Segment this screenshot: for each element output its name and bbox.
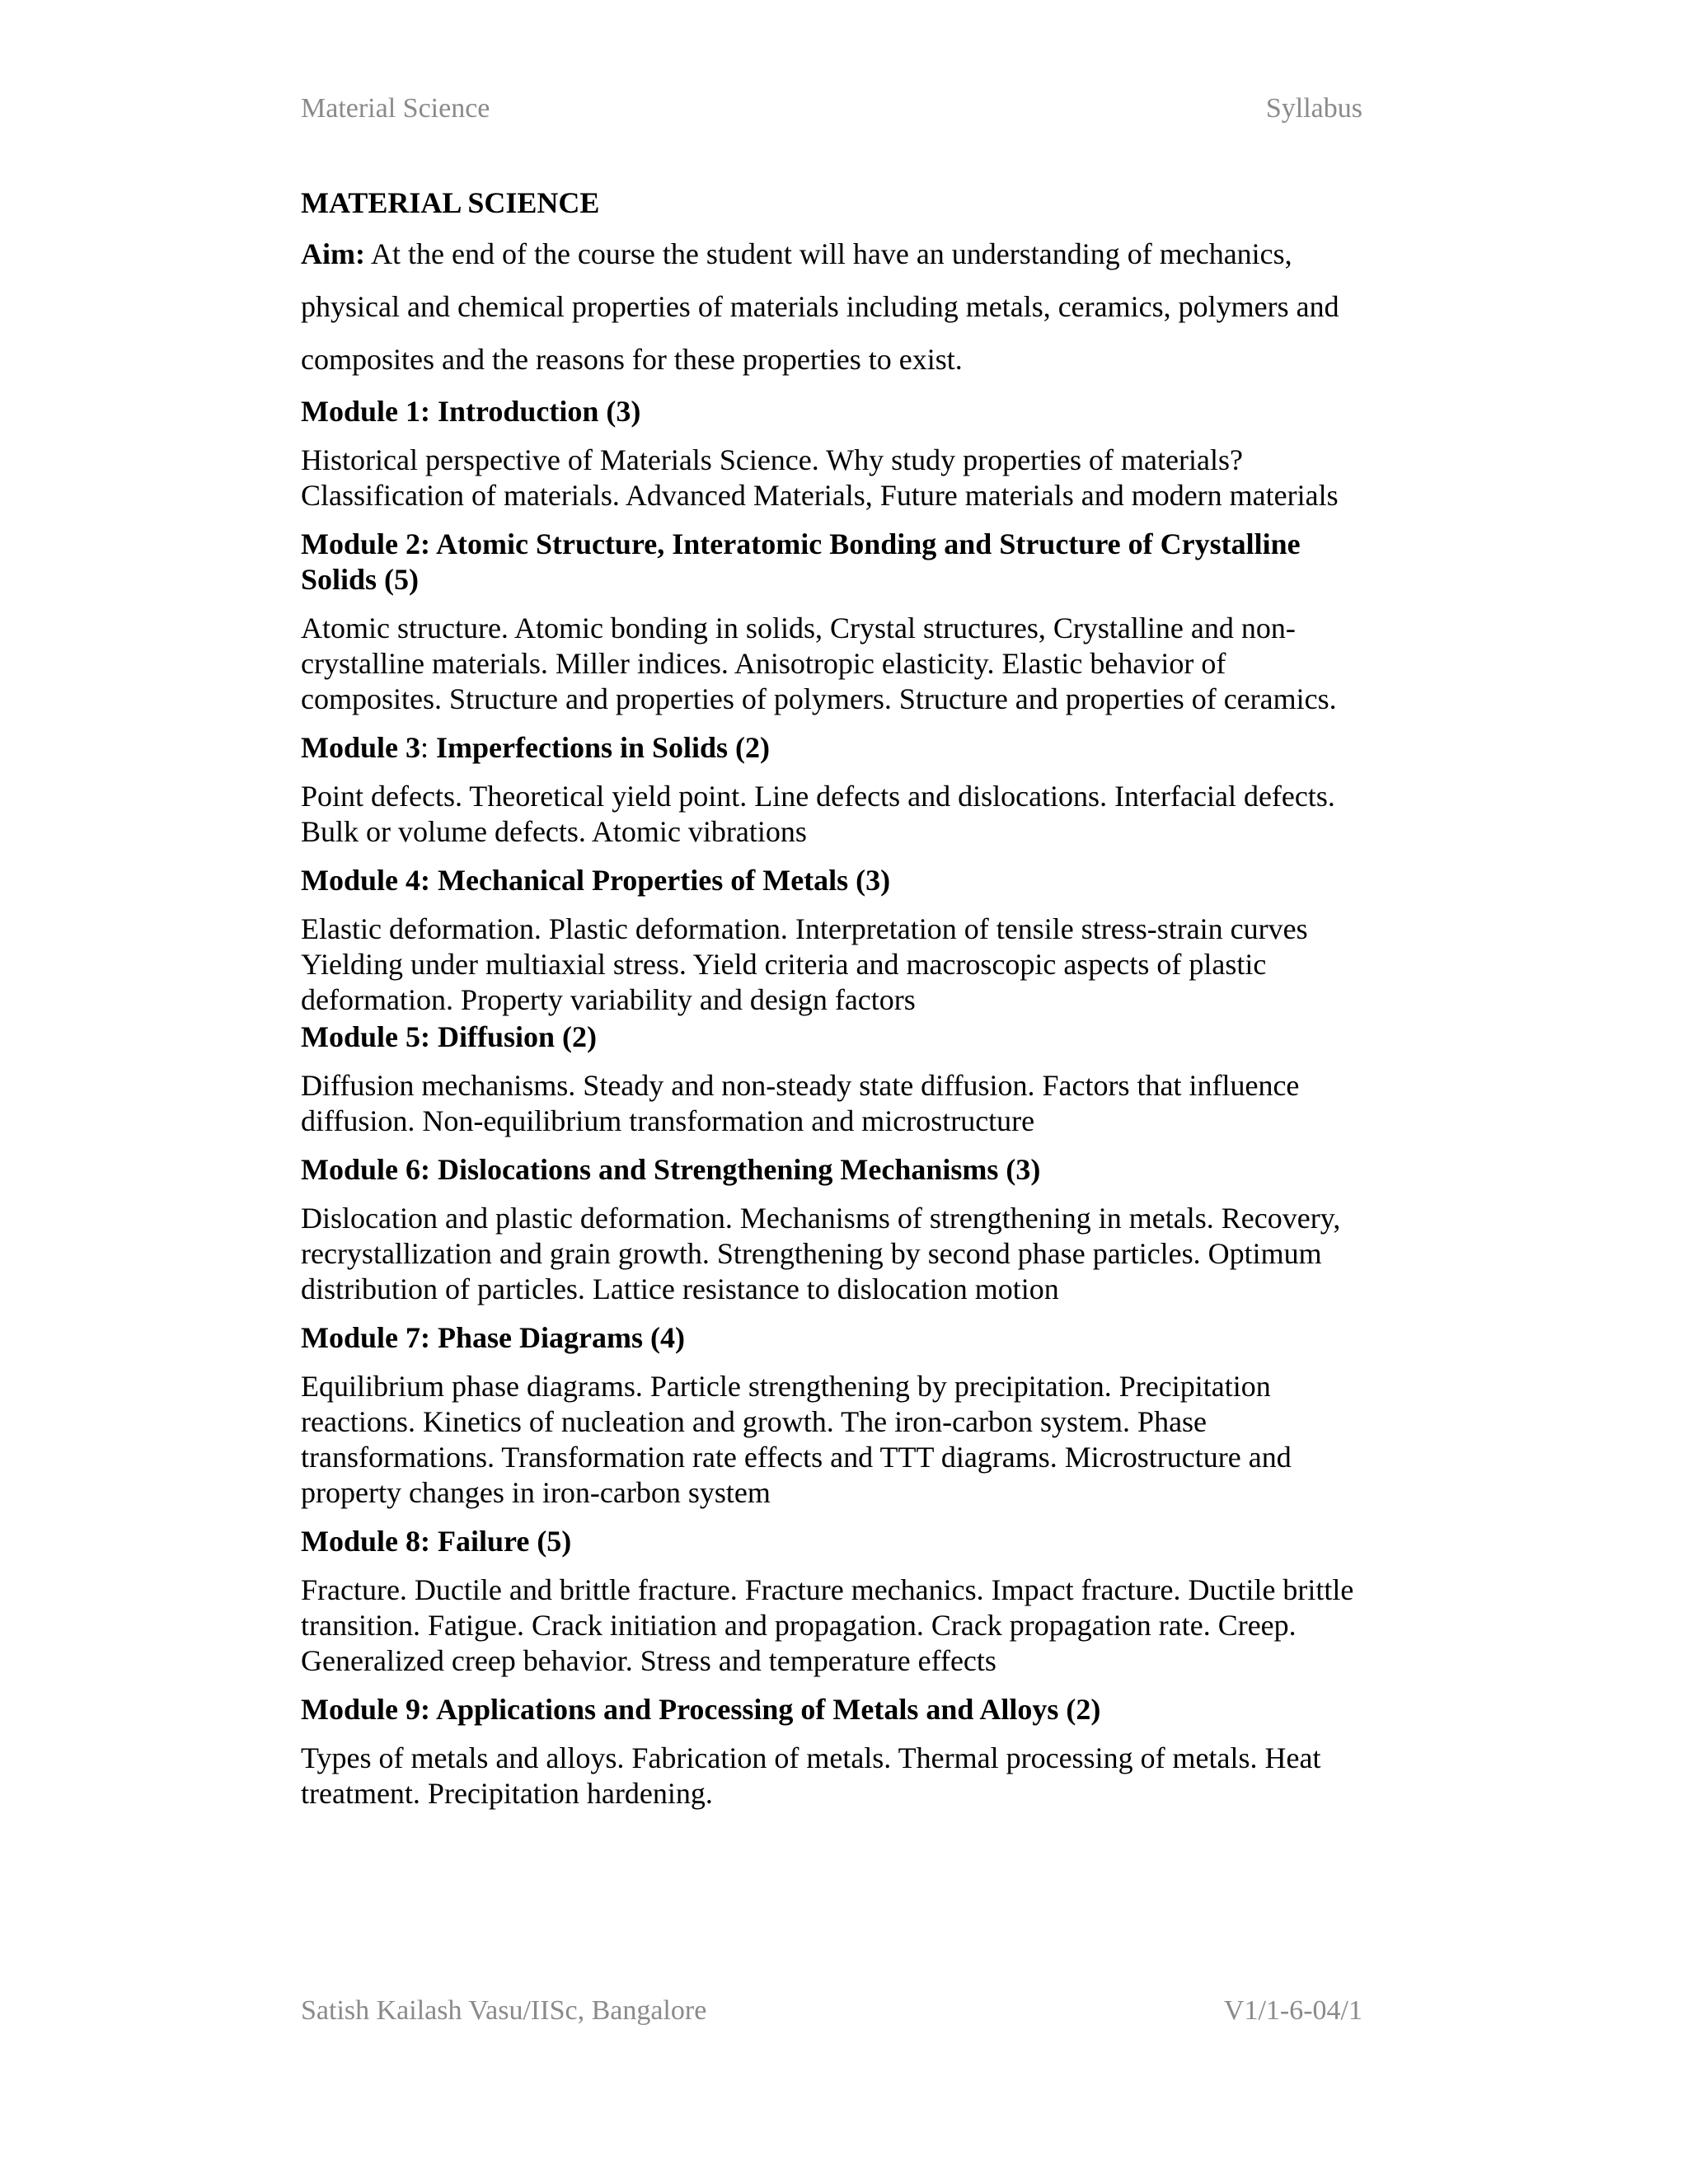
module-title: Module 8: Failure (5) (301, 1525, 572, 1558)
document-title: MATERIAL SCIENCE (301, 186, 600, 219)
module-description: Point defects. Theoretical yield point. Line defects and dislocations. Interfacial defects. Bulk or volume defects. Atomic vibrations (301, 780, 1335, 848)
module-title: Module 1: Introduction (3) (301, 395, 641, 428)
module-2 (301, 527, 1372, 717)
module-description: Diffusion mechanisms. Steady and non-steady state diffusion. Factors that influence diffusion. Non-equilibrium transformation and microstructure (301, 1069, 1300, 1137)
syllabus-content (301, 183, 1372, 1825)
module-title: Module 4: Mechanical Properties of Metals (3) (301, 864, 891, 897)
module-1 (301, 394, 1372, 513)
module-description: Types of metals and alloys. Fabrication of metals. Thermal processing of metals. Heat treatment. Precipitation hardening. (301, 1741, 1321, 1810)
module-title: Module 7: Phase Diagrams (4) (301, 1321, 685, 1354)
module-4 (301, 863, 1372, 1018)
module-title (301, 730, 1372, 766)
module-title: Module 5: Diffusion (2) (301, 1020, 597, 1053)
module-title: Module 9: Applications and Processing of Metals and Alloys (2) (301, 1693, 1101, 1726)
module-description: Atomic structure. Atomic bonding in solids, Crystal structures, Crystalline and non-crystalline materials. Miller indices. Anisotropic elasticity. Elastic behavior of composites. Structure and properties of polymers. Structure and properties of ceramics. (301, 612, 1337, 715)
module-title: Module 2: Atomic Structure, Interatomic Bonding and Structure of Crystalline Solids (5) (301, 527, 1301, 596)
page-footer (301, 1994, 1362, 2027)
footer-author: Satish Kailash Vasu/IISc, Bangalore (301, 1995, 707, 2026)
module-9 (301, 1692, 1372, 1811)
footer-version: V1/1-6-04/1 (1223, 1995, 1362, 2026)
module-description: Equilibrium phase diagrams. Particle strengthening by precipitation. Precipitation reactions. Kinetics of nucleation and growth. The iron-carbon system. Phase transformations. Transformation rate effects and TTT diagrams. Microstructure and property changes in iron-carbon system (301, 1370, 1292, 1509)
header-section-name: Syllabus (1265, 93, 1362, 124)
module-5 (301, 1019, 1372, 1139)
module-6 (301, 1152, 1372, 1307)
module-description: Fracture. Ductile and brittle fracture. Fracture mechanics. Impact fracture. Ductile brittle transition. Fatigue. Crack initiation and propagation. Crack propagation rate. Creep. Generalized creep behavior. Stress and temperature effects (301, 1573, 1354, 1677)
aim-label: Aim: (301, 237, 365, 270)
module-description: Dislocation and plastic deformation. Mechanisms of strengthening in metals. Recovery, recrystallization and grain growth. Strengthening by second phase particles. Optimum distribution of particles. Lattice resistance to dislocation motion (301, 1202, 1341, 1305)
module-title-prefix: Module 3 (301, 731, 421, 764)
module-8 (301, 1524, 1372, 1679)
aim-text: At the end of the course the student will have an understanding of mechanics, physical and chemical properties of materials including metals, ceramics, polymers and composites and the reasons for these properties to exist. (301, 237, 1339, 376)
module-description: Elastic deformation. Plastic deformation. Interpretation of tensile stress-strain curves Yielding under multiaxial stress. Yield criteria and macroscopic aspects of plastic deformation. Property variability and design factors (301, 912, 1308, 1016)
header-course-name: Material Science (301, 93, 490, 124)
module-description: Historical perspective of Materials Science. Why study properties of materials? Classification of materials. Advanced Materials, Future materials and modern materials (301, 443, 1339, 512)
module-title-rest: Imperfections in Solids (2) (436, 731, 771, 764)
aim-paragraph (301, 227, 1372, 386)
module-title: Module 6: Dislocations and Strengthening Mechanisms (3) (301, 1153, 1041, 1186)
module-title-separator: : (420, 731, 437, 764)
module-7 (301, 1320, 1372, 1511)
page-header (301, 92, 1362, 125)
module-3 (301, 730, 1372, 850)
